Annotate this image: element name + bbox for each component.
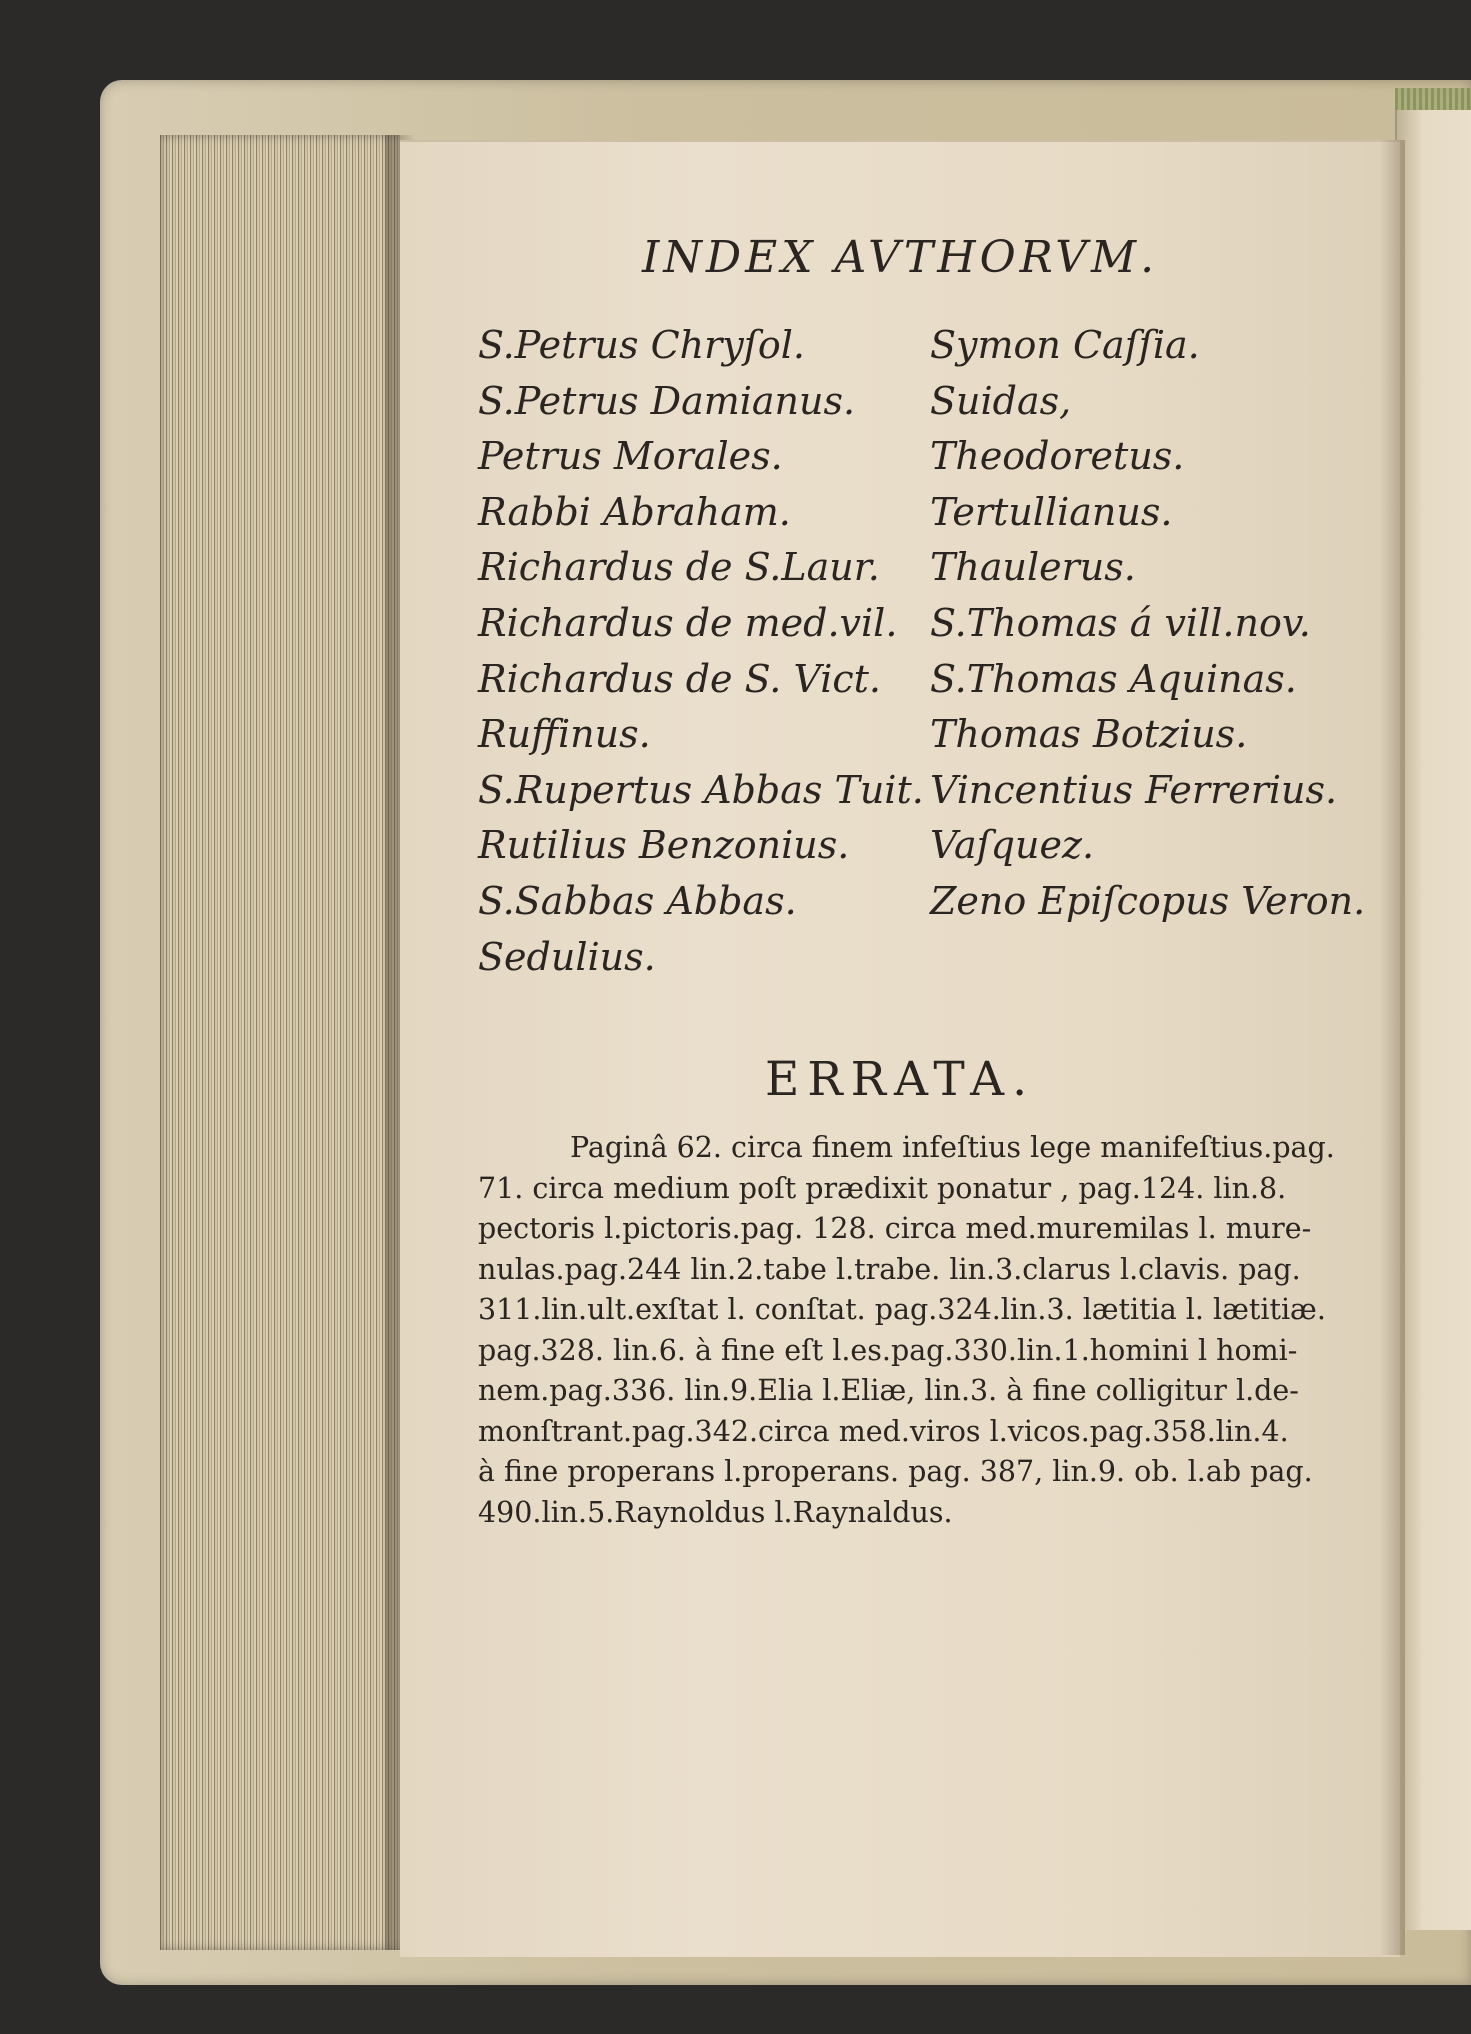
author-entry: S.Rupertus Abbas Tuit. bbox=[478, 767, 924, 812]
author-entry: Vaſquez. bbox=[930, 823, 1095, 868]
errata-line: Paginâ 62. circa finem infeſtius lege manifeſtius.pag. bbox=[570, 1131, 1335, 1164]
author-entry: Richardus de med.vil. bbox=[478, 600, 898, 645]
errata-line: pag.328. lin.6. à fine eſt l.es.pag.330.lin.1.homini l homi- bbox=[478, 1333, 1298, 1367]
author-entry: Richardus de S. Vict. bbox=[478, 656, 882, 701]
errata-line: 490.lin.5.Raynoldus l.Raynaldus. bbox=[478, 1495, 953, 1529]
authors-left-column bbox=[478, 318, 924, 985]
author-entry: Zeno Epiſcopus Veron. bbox=[930, 878, 1366, 923]
errata-line: 71. circa medium poſt prædixit ponatur , pag.124. lin.8. bbox=[478, 1171, 1287, 1205]
author-entry: S.Sabbas Abbas. bbox=[478, 878, 797, 923]
index-heading: INDEX AVTHORVM. bbox=[641, 232, 1159, 283]
errata-line: pectoris l.pictoris.pag. 128. circa med.muremilas l. mure- bbox=[478, 1212, 1312, 1245]
author-entry: Theodoretus. bbox=[930, 434, 1185, 479]
errata-heading: ERRATA. bbox=[764, 1052, 1036, 1107]
author-entry: Thaulerus. bbox=[930, 545, 1136, 590]
author-entry: Petrus Morales. bbox=[478, 434, 783, 479]
errata-line: à fine properans l.properans. pag. 387, lin.9. ob. l.ab pag. bbox=[478, 1455, 1313, 1488]
author-entry: S.Petrus Chryſol. bbox=[478, 323, 805, 367]
author-entry: Tertullianus. bbox=[930, 489, 1173, 534]
author-entry: S.Thomas á vill.nov. bbox=[930, 600, 1311, 645]
author-entry: Rutilius Benzonius. bbox=[478, 823, 850, 868]
author-entry: Suidas, bbox=[930, 378, 1072, 423]
page-block-edges bbox=[160, 135, 400, 1950]
gutter-shadow bbox=[1380, 140, 1405, 1955]
errata-line: monſtrant.pag.342.circa med.viros l.vicos.pag.358.lin.4. bbox=[478, 1414, 1289, 1448]
author-entry: S.Thomas Aquinas. bbox=[930, 656, 1297, 701]
authors-right-column bbox=[930, 318, 1365, 930]
errata-line: nulas.pag.244 lin.2.tabe l.trabe. lin.3.clarus l.clavis. pag. bbox=[478, 1252, 1301, 1286]
author-entry: Vincentius Ferrerius. bbox=[930, 767, 1338, 812]
author-entry: S.Petrus Damianus. bbox=[478, 378, 856, 423]
author-entry: Richardus de S.Laur. bbox=[478, 545, 880, 590]
author-entry: Ruffinus. bbox=[478, 712, 651, 757]
author-entry: Sedulius. bbox=[478, 934, 656, 979]
errata-line: 311.lin.ult.exſtat l. conſtat. pag.324.lin.3. lætitia l. lætitiæ. bbox=[478, 1293, 1326, 1326]
author-entry: Thomas Botzius. bbox=[930, 712, 1248, 757]
facing-page-edge bbox=[1395, 110, 1471, 1930]
author-entry: Symon Caſſia. bbox=[930, 323, 1200, 367]
author-entry: Rabbi Abraham. bbox=[478, 489, 791, 534]
errata-line: nem.pag.336. lin.9.Elia l.Eliæ, lin.3. à fine colligitur l.de- bbox=[478, 1374, 1299, 1407]
errata-paragraph bbox=[478, 1128, 1340, 1533]
